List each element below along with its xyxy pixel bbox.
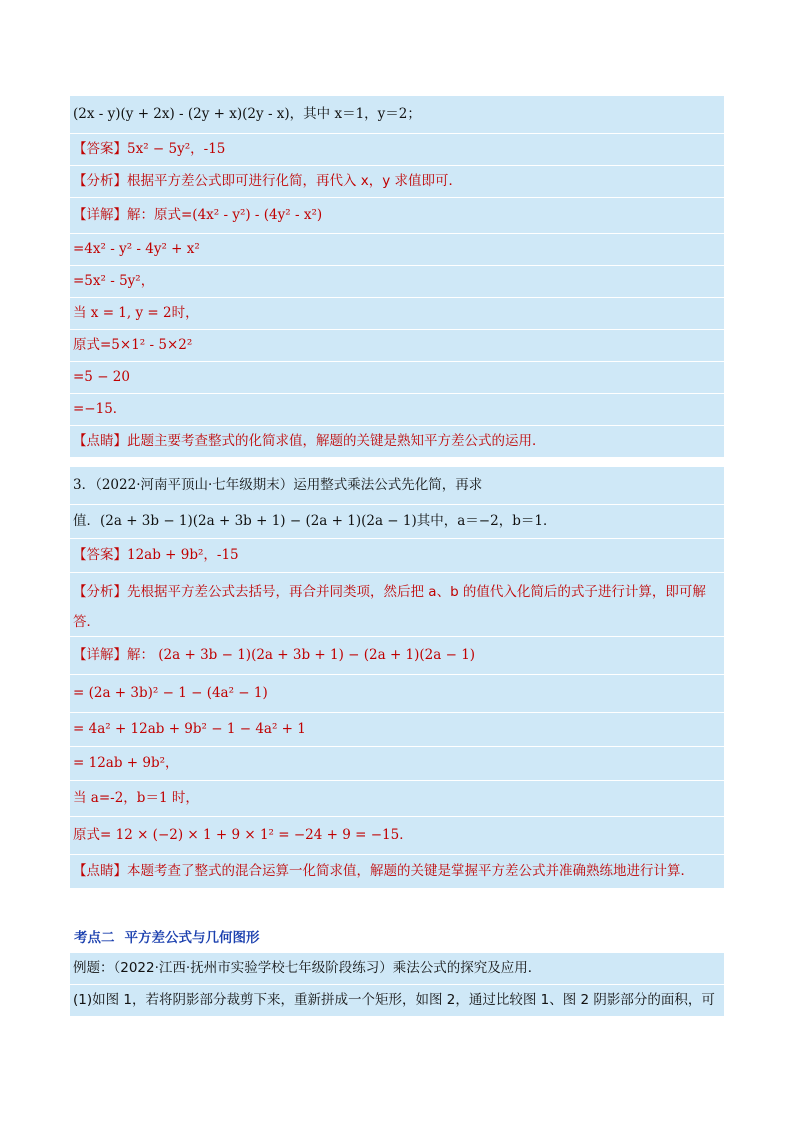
answer-text: 5x² − 5y²，-15 <box>127 141 226 158</box>
section-heading <box>74 926 260 946</box>
step-line <box>70 362 724 394</box>
comment-tag: 【点睛】 <box>73 863 127 880</box>
example-line <box>70 985 724 1017</box>
answer-tag: 【答案】 <box>73 141 127 158</box>
step-line <box>70 394 724 426</box>
analysis-line <box>70 166 724 198</box>
section-label: 考点二 <box>74 930 115 946</box>
problem-line <box>70 505 724 539</box>
step-line <box>70 747 724 781</box>
step-line <box>70 713 724 747</box>
answer-tag: 【答案】 <box>73 547 127 564</box>
section-title: 平方差公式与几何图形 <box>124 930 260 946</box>
step-line <box>70 234 724 266</box>
step-text: = (2a + 3b)² − 1 − (4a² − 1) <box>73 685 268 702</box>
step-line <box>70 266 724 298</box>
step-text: 当 x = 1, y = 2时， <box>73 305 199 322</box>
comment-text: 此题主要考查整式的化简求值，解题的关键是熟知平方差公式的运用． <box>127 433 546 450</box>
example-text: 例题：（2022·江西·抚州市实验学校七年级阶段练习）乘法公式的探究及应用． <box>73 960 542 977</box>
step-text: = 12ab + 9b²， <box>73 755 179 772</box>
step-text: 原式= 12 × (−2) × 1 + 9 × 1² = −24 + 9 = −15． <box>73 827 413 844</box>
solution-block-1 <box>70 96 724 458</box>
example-line <box>70 953 724 985</box>
step-text: 当 a=-2，b＝1 时， <box>73 790 199 807</box>
detail-text: 解：原式=(4x² - y²) - (4y² - x²) <box>127 207 323 224</box>
step-line <box>70 298 724 330</box>
solution-block-2 <box>70 467 724 889</box>
step-line <box>70 675 724 713</box>
step-text: =5x² - 5y²， <box>73 273 155 290</box>
comment-text: 本题考查了整式的混合运算一化简求值，解题的关键是掌握平方差公式并准确熟练地进行计算． <box>127 863 694 880</box>
step-line <box>70 817 724 855</box>
analysis-text: 先根据平方差公式去括号，再合并同类项，然后把 a、b 的值代入化简后的式子进行计算，即可解答． <box>73 584 706 630</box>
example-text: (1)如图 1，若将阴影部分裁剪下来，重新拼成一个矩形，如图 2，通过比较图 1、图 2 阴影部分的面积，可 <box>73 992 715 1009</box>
step-text: = 4a² + 12ab + 9b² − 1 − 4a² + 1 <box>73 721 306 738</box>
step-text: =4x² - y² - 4y² + x² <box>73 241 200 258</box>
step-line <box>70 330 724 362</box>
analysis-text: 根据平方差公式即可进行化简，再代入 x，y 求值即可． <box>127 173 463 190</box>
step-line <box>70 781 724 817</box>
detail-text: 解： (2a + 3b − 1)(2a + 3b + 1) − (2a + 1)(2a − 1) <box>127 647 476 664</box>
problem-line <box>70 467 724 505</box>
analysis-tag: 【分析】 <box>73 173 127 190</box>
example-block <box>70 953 724 1017</box>
analysis-line <box>70 573 724 637</box>
step-text: =−15． <box>73 401 127 418</box>
comment-line <box>70 855 724 889</box>
detail-tag: 【详解】 <box>73 647 127 664</box>
detail-line <box>70 198 724 234</box>
answer-line <box>70 134 724 166</box>
answer-text: 12ab + 9b²，-15 <box>127 547 239 564</box>
answer-line <box>70 539 724 573</box>
problem-text: 值．(2a + 3b − 1)(2a + 3b + 1) − (2a + 1)(2a − 1)其中，a＝−2，b＝1． <box>73 513 557 530</box>
step-text: =5 − 20 <box>73 369 130 386</box>
detail-tag: 【详解】 <box>73 207 127 224</box>
problem-text: (2x - y)(y + 2x) - (2y + x)(2y - x)，其中 x＝1，y＝2； <box>73 106 421 123</box>
problem-text: 3．（2022·河南平顶山·七年级期末）运用整式乘法公式先化简，再求 <box>73 477 483 494</box>
step-text: 原式=5×1² - 5×2² <box>73 337 193 354</box>
problem-line <box>70 96 724 134</box>
analysis-tag: 【分析】 <box>73 584 127 600</box>
detail-line <box>70 637 724 675</box>
comment-tag: 【点睛】 <box>73 433 127 450</box>
comment-line <box>70 426 724 458</box>
